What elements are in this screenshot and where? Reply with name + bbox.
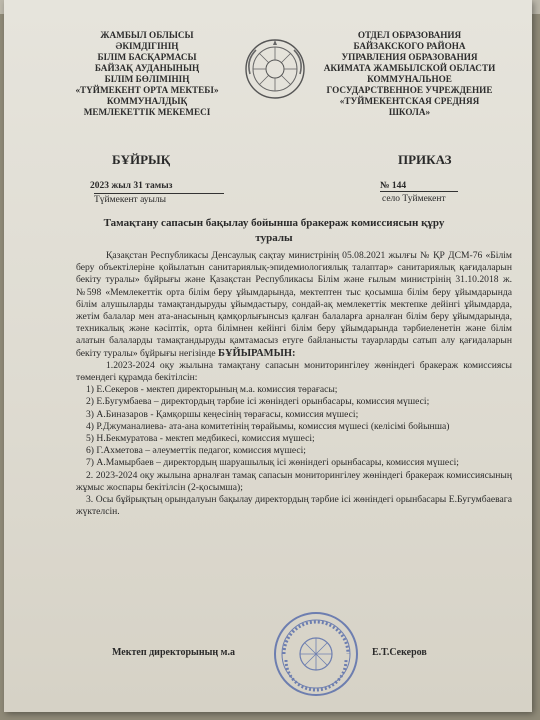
- header-right-line: ГОСУДАРСТВЕННОЕ УЧРЕЖДЕНИЕ: [326, 85, 493, 95]
- header-right-line: ШКОЛА»: [388, 107, 431, 117]
- header-right-line: «ТУЙМЕКЕНТСКАЯ СРЕДНЯЯ: [339, 96, 480, 106]
- member-item: 6) Г.Ахметова – әлеуметтік педагог, комиссия мүшесі;: [86, 445, 306, 457]
- header-right-line: ОТДЕЛ ОБРАЗОВАНИЯ: [357, 30, 462, 40]
- state-emblem-icon: [244, 38, 306, 100]
- member-item: 5) Н.Бекмуратова - мектеп медбикесі, комиссия мүшесі;: [86, 433, 315, 445]
- header-right-line: БАЙЗАКСКОГО РАЙОНА: [353, 41, 466, 51]
- item-2: 2. 2023-2024 оқу жылына арналған тамақ сапасын мониторингілеу жөніндегі бракераж комиссиясының жұмыс жоспары бекітілсін (2-қосымша);: [76, 469, 512, 493]
- order-number: № 144: [380, 181, 458, 192]
- header-left-line: МЕМЛЕКЕТТІК МЕКЕМЕСІ: [83, 107, 211, 117]
- header-left-line: БАЙЗАҚ АУДАНЫНЫҢ: [94, 63, 200, 73]
- order-date: 2023 жыл 31 тамыз: [90, 181, 173, 191]
- item-1: 1.2023-2024 оқу жылына тамақтану сапасын мониторингілеу жөніндегі бракераж комиссиясы төмендегі құрамда бекітілсін:: [76, 359, 512, 384]
- header-left-line: КОММУНАЛДЫҚ: [106, 96, 188, 106]
- signer-role: Мектеп директорының м.а: [112, 647, 235, 658]
- header-right-russian: [322, 30, 497, 118]
- member-item: 2) Е.Бугумбаева – директордың тәрбие ісі жөніндегі орынбасары, комиссия мүшесі;: [86, 396, 430, 408]
- member-item: 4) Р.Джуманалиева- ата-ана комитетінің төрайымы, комиссия мүшесі (келісімі бойынша): [86, 420, 450, 432]
- round-seal-stamp-icon: [272, 610, 360, 698]
- item-3: 3. Осы бұйрықтың орындалуын бақылау директордың тәрбие ісі жөніндегі орынбасары Е.Бугумбаевага жүктелсін.: [76, 494, 512, 518]
- document-title: Тамақтану сапасын бақылау бойынша бракераж комиссиясын құру туралы: [103, 217, 445, 244]
- header-left-kazakh: [72, 30, 222, 118]
- header-right-line: АКИМАТА ЖАМБЫЛСКОЙ ОБЛАСТИ: [323, 63, 496, 73]
- header-left-line: «ТҮЙМЕКЕНТ ОРТА МЕКТЕБІ»: [75, 85, 219, 95]
- signer-name: Е.Т.Секеров: [372, 647, 427, 658]
- member-item: 7) А.Мамырбаев – директордың шаруашылық ісі жөніндегі орынбасары, комиссия мүшесі;: [86, 457, 459, 469]
- member-item: 1) Е.Секеров - мектеп директорының м.а. комиссия төрағасы;: [86, 384, 338, 396]
- header-right-line: УПРАВЛЕНИЯ ОБРАЗОВАНИЯ: [341, 52, 478, 62]
- order-keyword: БҰЙЫРАМЫН:: [218, 347, 296, 359]
- header-left-line: БІЛІМ БАСҚАРМАСЫ: [97, 52, 197, 62]
- order-word-kazakh: БҰЙРЫҚ: [112, 152, 171, 167]
- header-left-line: ӘКІМДІГІНІҢ: [115, 41, 179, 51]
- document-page: [4, 0, 532, 712]
- header-left-line: БІЛІМ БӨЛІМІНІҢ: [104, 74, 190, 84]
- header-left-line: ЖАМБЫЛ ОБЛЫСЫ: [100, 30, 194, 40]
- preamble-text: Қазақстан Республикасы Денсаулық сақтау министрінің 05.08.2021 жылғы № ҚР ДСМ-76 «Білім беру объектілеріне қойылатын санитариялық-эпидемиологиялық талаптар» санитариялық қағидаларын бекіту туралы» бұйрығы және Қазақстан Республикасы Білім және ғылым министрінің 31.10.2018 ж. №598 «Мемлекеттік орта білім беру ұйымдарында, мектептен тыс қосымша білім беру ұйымдарында білім алушыларды тамақтандыруды ұйымдастыру, сондай-ақ мемлекеттік мектепке дейінгі ұйымдарда, жетім балалар мен ата-анасының қамқорлығынсыз қалған балаларға арналған білім беру ұйымдарында, техникалық және кәсіптік, орта білімнен кейінгі білім беру ұйымдарында тәрбиеленетін және білім алатын балаларды тамақтандыруды қамтамасыз етуге байланысты тауарларды сатып алу қағидаларын бекіту туралы» бұйрығы негізінде: [76, 250, 512, 359]
- member-item: 3) А.Биназаров - Қамқоршы кеңесінің төрағасы, комиссия мүшесі;: [86, 408, 359, 420]
- place-russian: село Туймекент: [382, 194, 446, 204]
- document-body: [76, 250, 512, 518]
- order-word-russian: ПРИКАЗ: [398, 152, 452, 167]
- place-kazakh: Түймекент ауылы: [94, 193, 224, 205]
- preamble-paragraph: [76, 250, 512, 360]
- header-right-line: КОММУНАЛЬНОЕ: [367, 74, 452, 84]
